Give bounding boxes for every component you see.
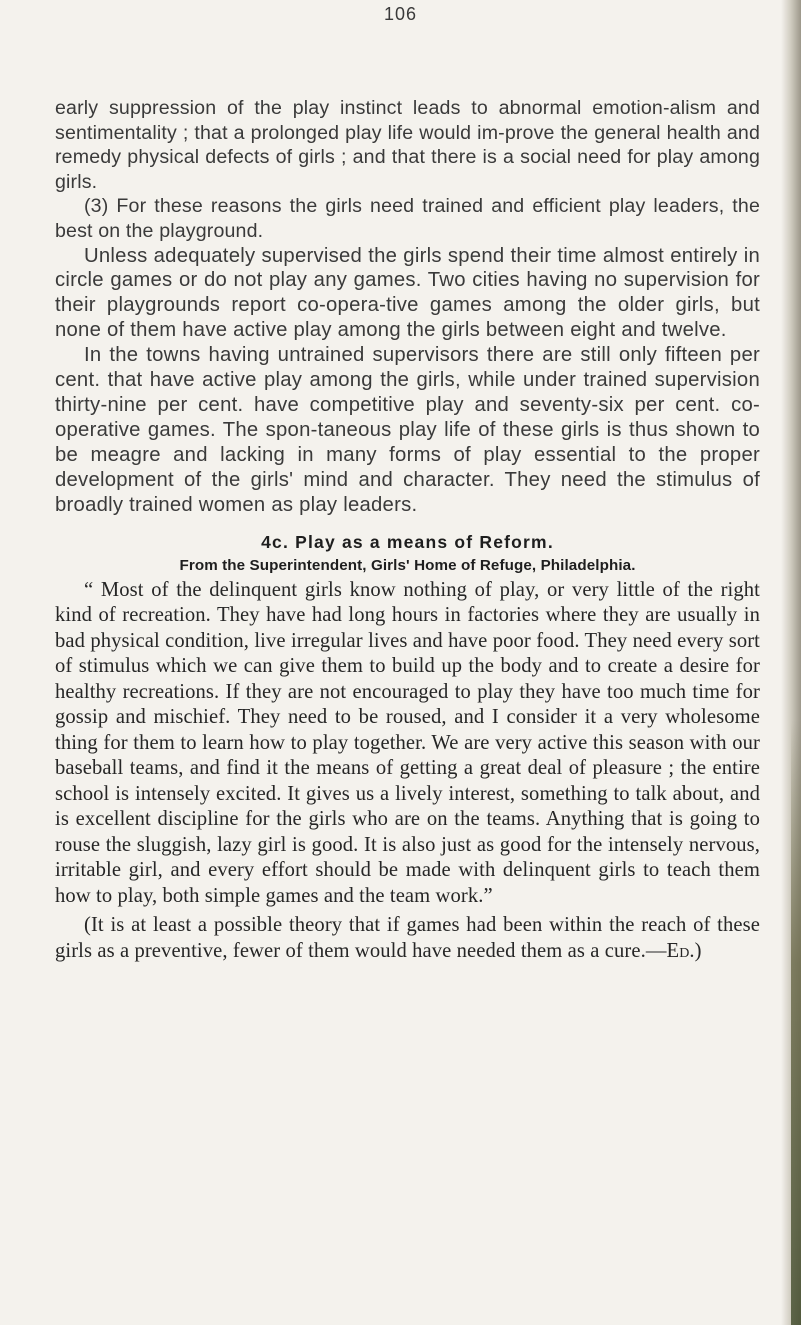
- paragraph-supervision: Unless adequately supervised the girls spend their time almost entirely in circle games or do not play any games. Two cities having no supervision for their playgrounds report co-opera-tive games among the older girls, but none of them have active play among the girls between eight and twelve.: [55, 244, 760, 342]
- section-heading: 4c. Play as a means of Reform.: [261, 531, 554, 552]
- editor-signature: Ed.: [666, 939, 695, 962]
- editor-note-close: ): [694, 939, 702, 962]
- editor-note-text: (It is at least a possible theory that if games had been within the reach of these girls as a preventive, fewer of them would have needed them as a cure.—: [55, 914, 760, 962]
- editor-note: [55, 913, 760, 964]
- paragraph-continued: early suppression of the play instinct leads to abnormal emotion-alism and sentimentality ; that a prolonged play life would im-prove the general health and remedy physical defects of girls ; and that there is a social need for play among girls.: [55, 97, 760, 193]
- paragraph-point-3: (3) For these reasons the girls need trained and efficient play leaders, the best on the playground.: [55, 195, 760, 242]
- quoted-letter: “ Most of the delinquent girls know nothing of play, or very little of the right kind of recreation. They have had long hours in factories where they are usually in bad physical condition, live irregular lives and have poor food. They need every sort of stimulus which we can give them to build up the body and to create a desire for healthy recreations. If they are not encouraged to play they have too much time for gossip and mischief. They need to be roused, and I consider it a very wholesome thing for them to learn how to play together. We are very active this season with our baseball teams, and find it the means of getting a great deal of pleasure ; the entire school is intensely excited. It gives us a lively interest, something to talk about, and is excellent discipline for the girls who are on the teams. Anything that is going to rouse the sluggish, lazy girl is good. It is also just as good for the intensely nervous, irritable girl, and every effort should be made with delinquent girls to teach them how to play, both simple games and the team work.”: [55, 578, 760, 907]
- page-number: 106: [383, 4, 418, 24]
- body-text: [55, 96, 760, 964]
- page-edge-binding: [791, 720, 801, 1325]
- paragraph-towns: In the towns having untrained supervisors there are still only fifteen per cent. that have active play among the girls, while under trained supervision thirty-nine per cent. have competitive play and seventy-six per cent. co-operative games. The spon-taneous play life of these girls is thus shown to be meagre and lacking in many forms of play essential to the proper development of the girls' mind and character. They need the stimulus of broadly trained women as play leaders.: [55, 344, 760, 516]
- section-subheading: From the Superintendent, Girls' Home of Refuge, Philadelphia.: [179, 556, 636, 574]
